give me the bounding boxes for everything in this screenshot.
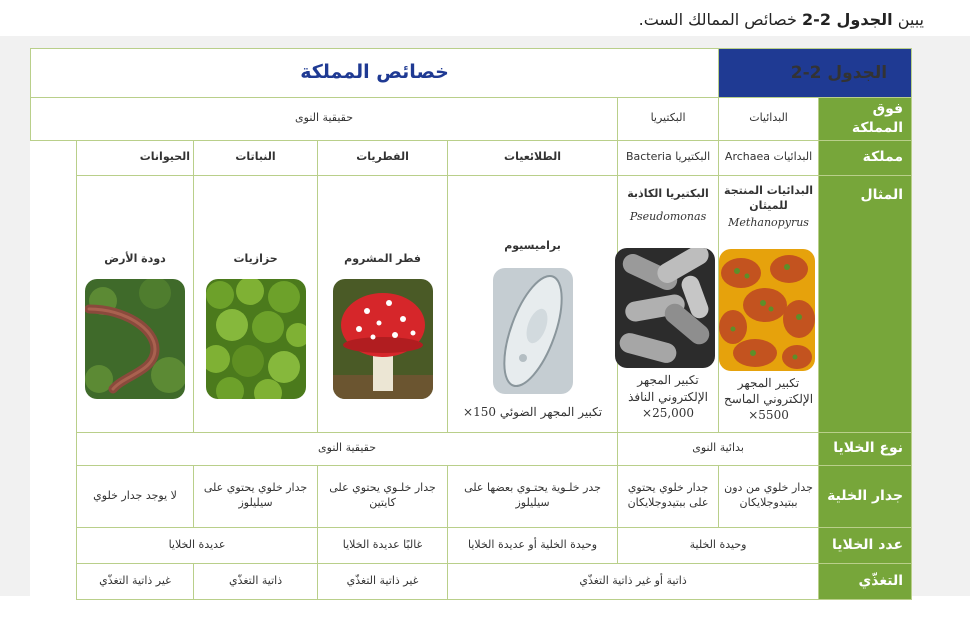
earthworm-image [85,279,185,399]
kingdom-animals: الحيوانات [77,140,194,175]
row-header-cell-wall: جدار الخلية [819,465,912,527]
super-bacteria: البكتيريا [618,98,719,141]
cell-count-fungi: غالبًا عديدة الخلايا [318,527,448,563]
nutrition-row [31,563,912,599]
kingdom-protists: الطلائعيات [448,140,618,175]
example-fungi-name: فطر المشروم [344,252,421,266]
row-header-nutrition: التغذّي [819,563,912,599]
intro-text-pre: يبين [892,10,924,29]
kingdom-row [31,140,912,175]
super-archaea: البدائيات [719,98,819,141]
methanopyrus-image [719,249,815,371]
cell-type-row [31,432,912,465]
intro-text-post: خصائص الممالك الست. [638,10,803,29]
example-row [31,175,912,432]
kingdom-archaea: البدائيات Archaea [719,140,819,175]
nutrition-plants: ذاتية التغذّي [194,563,318,599]
cell-count-protists: وحيدة الخلية أو عديدة الخلايا [448,527,618,563]
nutrition-fungi: غير ذاتية التغذّي [318,563,448,599]
pseudomonas-image [615,248,715,368]
example-animals-name: دودة الأرض [104,252,166,266]
cell-type-eukaryote: حقيقية النوى [77,432,618,465]
cell-type-prokaryote: بدائية النوى [618,432,819,465]
example-bacteria-caption-1: تكبير المجهر الإلكتروني النافذ [628,373,709,404]
example-archaea-caption-2: 5500× [748,408,789,423]
table-title: خصائص المملكة [31,49,719,98]
moss-image [206,279,306,399]
example-archaea-latin: Methanopyrus [728,215,809,229]
kingdoms-table [30,48,912,600]
row-header-cell-type: نوع الخلايا [819,432,912,465]
example-bacteria-caption-2: 25,000× [642,405,695,420]
row-header-super: فوق المملكة [819,98,912,141]
cell-count-prokaryote: وحيدة الخلية [618,527,819,563]
title-row [31,49,912,98]
example-animals [77,175,194,432]
cell-wall-plants: جدار خلوي يحتوي على سيليلوز [194,465,318,527]
example-protists-name: براميسيوم [504,239,561,253]
example-archaea-name: البدائيات المنتجة للميثان [724,184,814,213]
cell-wall-archaea: جدار خلوي من دون ببتيدوجلايكان [719,465,819,527]
super-kingdom-row [31,98,912,141]
intro-sentence [639,10,924,29]
example-bacteria [618,175,719,432]
example-archaea [719,175,819,432]
row-header-example: المثال [819,175,912,432]
cell-wall-bacteria: جدار خلوي يحتوي على ببتيدوجلايكان [618,465,719,527]
example-protists-caption: تكبير المجهر الضوئي 150× [463,405,603,420]
example-fungi [318,175,448,432]
nutrition-prokaryote-protists: ذاتية أو غير ذاتية التغذّي [448,563,819,599]
cell-wall-animals: لا يوجد جدار خلوي [77,465,194,527]
row-header-cell-count: عدد الخلايا [819,527,912,563]
example-plants-name: حزازيات [233,252,278,266]
cell-wall-fungi: جدار خلـوي يحتوي على كايتين [318,465,448,527]
kingdom-plants: النباتات [194,140,318,175]
kingdom-bacteria: البكتيريا Bacteria [618,140,719,175]
mushroom-image [333,279,433,399]
example-bacteria-latin: Pseudomonas [629,209,707,223]
kingdom-fungi: الفطريات [318,140,448,175]
paramecium-image [493,268,573,394]
example-protists [448,175,618,432]
example-plants [194,175,318,432]
row-header-kingdom: مملكة [819,140,912,175]
nutrition-animals: غير ذاتية التغذّي [77,563,194,599]
cell-count-plants-animals: عديدة الخلايا [77,527,318,563]
cell-wall-protists: جدر خلـوية يحتـوي بعضها على سيليلوز [448,465,618,527]
example-bacteria-name: البكتيريا الكاذبة [627,186,709,200]
intro-table-ref: الجدول 2-2 [802,10,893,29]
table-number: الجدول 2-2 [719,49,912,98]
cell-count-row [31,527,912,563]
cell-wall-row [31,465,912,527]
example-archaea-caption-1: تكبير المجهر الإلكتروني الماسح [724,375,814,406]
super-eukarya: حقيقية النوى [31,98,618,141]
